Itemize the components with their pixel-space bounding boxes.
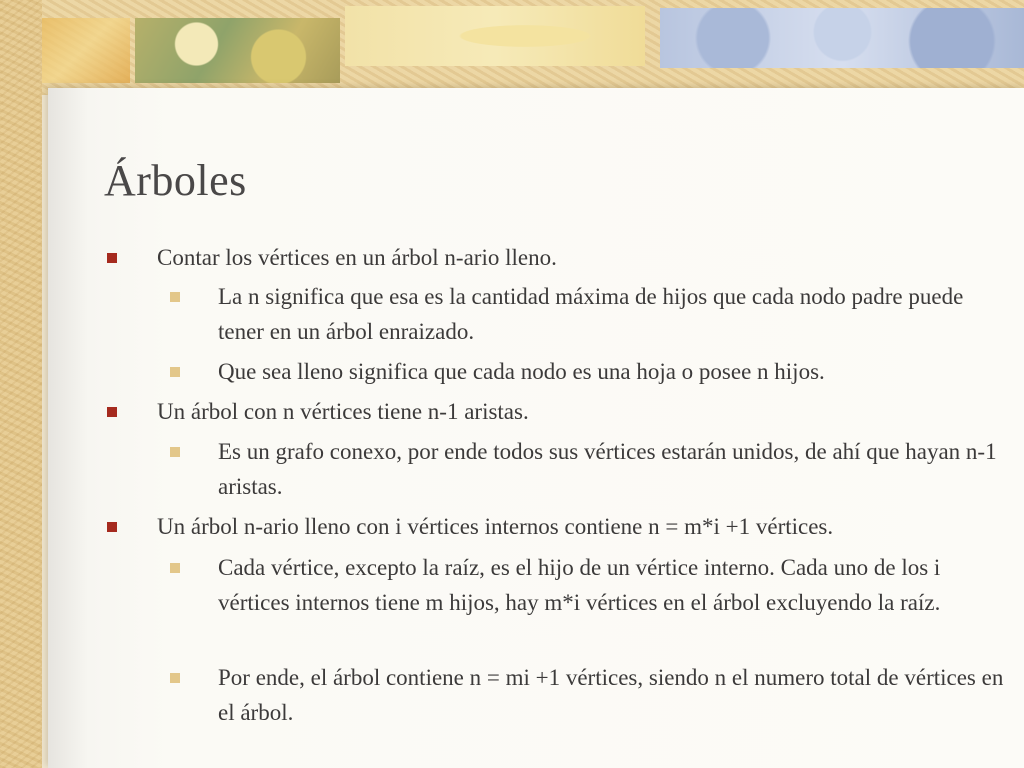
sub-bullet-text: Que sea lleno significa que cada nodo es una hoja o posee n hijos.: [218, 359, 825, 384]
bullet-item: [157, 240, 1007, 275]
square-sub-bullet-icon: [170, 673, 180, 683]
square-sub-bullet-icon: [170, 292, 180, 302]
sub-bullet-item: [218, 434, 1008, 504]
sub-bullet-text: La n significa que esa es la cantidad máxima de hijos que cada nodo padre puede tener en un árbol enraizado.: [218, 284, 964, 344]
banner-image-flowers: [660, 8, 1024, 68]
sub-bullet-text: Cada vértice, excepto la raíz, es el hijo de un vértice interno. Cada uno de los i vértices internos tiene m hijos, hay m*i vértices en el árbol excluyendo la raíz.: [218, 555, 941, 615]
sub-bullet-item: [218, 550, 1008, 620]
square-sub-bullet-icon: [170, 367, 180, 377]
square-sub-bullet-icon: [170, 447, 180, 457]
decorative-top-banner: [0, 0, 1024, 95]
sub-bullet-item: [218, 354, 1008, 389]
square-bullet-icon: [107, 253, 117, 263]
bullet-text: Contar los vértices en un árbol n-ario lleno.: [157, 245, 557, 270]
square-bullet-icon: [107, 522, 117, 532]
decorative-left-strip: [0, 0, 42, 768]
sub-bullet-text: Por ende, el árbol contiene n = mi +1 vértices, siendo n el numero total de vértices en el árbol.: [218, 665, 1004, 725]
bullet-item: [157, 394, 1007, 429]
bullet-item: [157, 509, 1007, 544]
bullet-text: Un árbol n-ario lleno con i vértices internos contiene n = m*i +1 vértices.: [157, 514, 834, 539]
sub-bullet-text: Es un grafo conexo, por ende todos sus vértices estarán unidos, de ahí que hayan n-1 aristas.: [218, 439, 997, 499]
banner-image-leaves: [135, 18, 340, 83]
slide-title: Árboles: [104, 156, 247, 205]
sub-bullet-item: [218, 279, 1008, 349]
square-sub-bullet-icon: [170, 563, 180, 573]
banner-image-light: [345, 6, 645, 66]
square-bullet-icon: [107, 407, 117, 417]
sub-bullet-item: [218, 660, 1008, 730]
banner-image-autumn: [35, 18, 130, 83]
bullet-text: Un árbol con n vértices tiene n-1 aristas.: [157, 399, 529, 424]
